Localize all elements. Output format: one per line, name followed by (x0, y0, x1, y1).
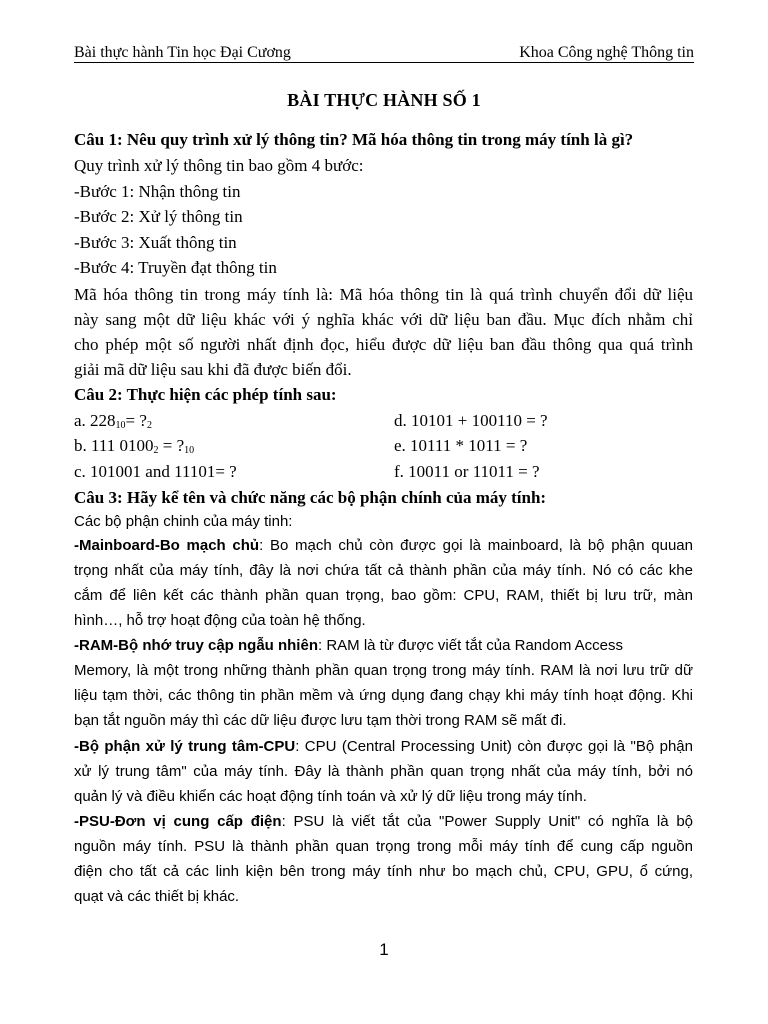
mainboard-line: -Mainboard-Bo mạch chủ: Bo mạch chủ còn được gọi là mainboard, là bộ phận quuan (74, 537, 693, 554)
page-title: BÀI THỰC HÀNH SỐ 1 (287, 90, 481, 110)
step-3: -Bước 3: Xuất thông tin (74, 233, 237, 252)
cpu-line: quản lý và điều khiển các hoạt động tính toán và xử lý dữ liệu trong máy tính. (74, 788, 587, 805)
page-number: 1 (379, 940, 389, 959)
step-4: -Bước 4: Truyền đạt thông tin (74, 258, 277, 277)
header-left-text: Bài thực hành Tin học Đại Cương (74, 44, 291, 61)
ram-line: bạn tắt nguồn máy thì các dữ liệu được lưu tạm thời trong RAM sẽ mất đi. (74, 712, 567, 729)
cpu-line: xử lý trung tâm" của máy tính. Đây là thành phần quan trọng nhất của máy tính, bởi nó (74, 763, 693, 780)
exercise-a: a. $228_{10}=$ $?_2$ (74, 411, 152, 431)
psu-line: quạt và các thiết bị khác. (74, 888, 240, 905)
encoding-paragraph-line: giải mã dữ liệu sau khi đã được biến đổi. (74, 360, 352, 379)
exercise-f: f. 10011 or 11011 = ? (394, 462, 540, 481)
psu-line: -PSU-Đơn vị cung cấp điện: PSU là viết tắt của "Power Supply Unit" có nghĩa là bộ (74, 813, 694, 830)
ram-line: -RAM-Bộ nhớ truy cập ngẫu nhiên: RAM là từ được viết tắt của Random Access (74, 637, 624, 654)
encoding-paragraph-line: Mã hóa thông tin trong máy tính là: Mã hóa thông tin là quá trình chuyển đổi dữ liệu (74, 285, 693, 304)
exercise-c: c. 101001 and 11101= ? (74, 462, 237, 481)
psu-line: nguồn máy tính. PSU là thành phần quan trọng trong mỗi máy tính để cung cấp nguồn (74, 838, 693, 855)
components-intro: Các bộ phận chinh của máy tinh: (74, 513, 293, 530)
cpu-line: -Bộ phận xử lý trung tâm-CPU: CPU (Central Processing Unit) còn được gọi là "Bộ phận (74, 738, 693, 755)
cpu-label: -Bộ phận xử lý trung tâm-CPU (74, 738, 296, 755)
ram-line: liệu tạm thời, các thông tin phần mềm và ứng dụng đang chạy khi máy tính hoạt động. Khi (74, 687, 693, 704)
encoding-paragraph-line: này sang một dữ liệu khác với ý nghĩa khác với dữ liệu ban đầu. Mục đích nhằm chỉ (74, 310, 693, 329)
header-right-text: Khoa Công nghệ Thông tin (519, 44, 694, 61)
mainboard-line: cắm để liên kết các thành phần quan trọng, bao gồm: CPU, RAM, thiết bị lưu trữ, màn (74, 587, 693, 604)
psu-line: điện cho tất cả các linh kiện bên trong máy tính như bo mạch chủ, CPU, GPU, ổ cứng, (74, 863, 693, 880)
mainboard-line: trọng nhất của máy tính, đây là nơi chứa tất cả thành phần của máy tính. Nó có các khe (74, 562, 693, 579)
exercise-d: d. 10101 + 100110 = ? (394, 411, 548, 430)
step-2: -Bước 2: Xử lý thông tin (74, 207, 243, 226)
ram-label: -RAM-Bộ nhớ truy cập ngẫu nhiên (74, 637, 318, 654)
question-1-intro: Quy trình xử lý thông tin bao gồm 4 bước: (74, 156, 364, 175)
header-underline (74, 62, 694, 63)
exercise-b: b. 111 $0100_2$ = $?_{10}$ (74, 436, 195, 456)
question-2-heading: Câu 2: Thực hiện các phép tính sau: (74, 385, 337, 404)
question-1-heading: Câu 1: Nêu quy trình xử lý thông tin? Mã hóa thông tin trong máy tính là gì? (74, 130, 634, 149)
exercise-e: e. 10111 * 1011 = ? (394, 436, 528, 455)
mainboard-line: hình…, hỗ trợ hoạt động của toàn hệ thống. (74, 612, 366, 629)
encoding-paragraph-line: cho phép một số người nhất định đọc, hiểu được dữ liệu ban đầu thông qua quá trình (74, 335, 693, 354)
psu-label: -PSU-Đơn vị cung cấp điện (74, 813, 282, 830)
question-3-heading: Câu 3: Hãy kể tên và chức năng các bộ phận chính của máy tính: (74, 488, 547, 507)
page-header (74, 44, 694, 64)
mainboard-label: -Mainboard-Bo mạch chủ (74, 537, 260, 554)
ram-line: Memory, là một trong những thành phần quan trọng trong máy tính. RAM là nơi lưu trữ dữ (74, 662, 693, 679)
step-1: -Bước 1: Nhận thông tin (74, 182, 241, 201)
